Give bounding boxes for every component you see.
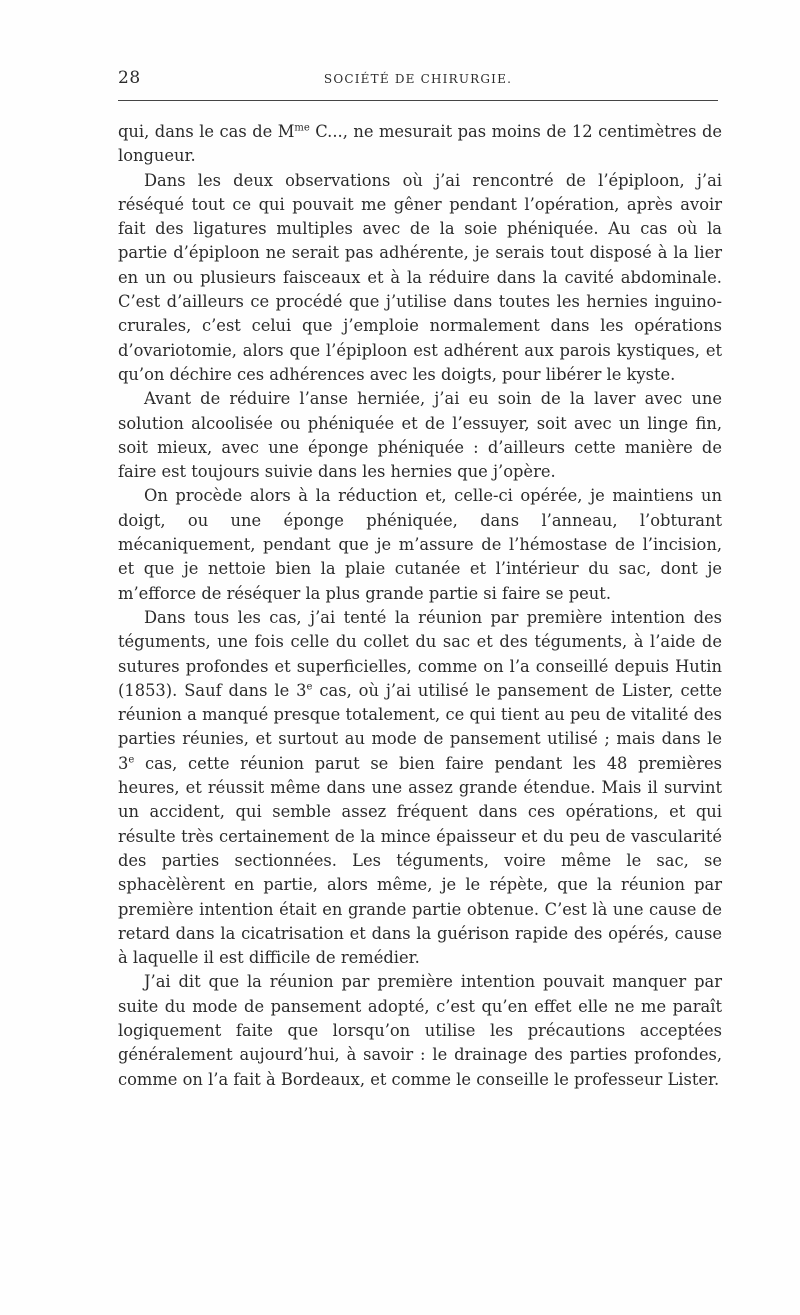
text-segment: C..., ne mesurait pas moins de 12 centimètres de longueur.	[118, 122, 722, 166]
paragraph	[118, 169, 722, 388]
text-segment: qui, dans le cas de M	[118, 122, 295, 141]
page-number: 28	[118, 68, 141, 88]
text-segment: J’ai dit que la réunion par première intention pouvait manquer par suite du mode de pansement adopté, c’est qu’en effet elle ne me paraît logiquement faite que lorsqu’on utilise les précautions acceptées généralement aujourd’hui, à savoir : le drainage des parties profondes, comme on l’a fait à Bordeaux, et comme le conseille le professeur Lister.	[118, 972, 722, 1089]
header-rule	[118, 100, 718, 101]
superscript-text: e	[128, 754, 135, 766]
body-text	[118, 120, 722, 1092]
paragraph	[118, 387, 722, 484]
text-segment: Avant de réduire l’anse herniée, j’ai eu soin de la laver avec une solution alcoolisée ou phéniquée et de l’essuyer, soit avec un linge fin, soit mieux, avec une éponge phéniquée : d’ailleurs cette manière de faire est toujours suivie dans les hernies que j’opère.	[118, 389, 722, 482]
text-segment: cas, cette réunion parut se bien faire pendant les 48 premières heures, et réussit même dans une assez grande étendue. Mais il survint un accident, qui semble assez fréquent dans ces opérations, et qui résulte très certainement de la mince épaisseur et du peu de vascularité des parties sectionnées. Les téguments, voire même le sac, se sphacèlèrent en partie, alors même, je le répète, que la réunion par première intention était en grande partie obtenue. C’est là une cause de retard dans la cicatrisation et dans la guérison rapide des opérés, cause à laquelle il est difficile de remédier.	[118, 753, 722, 968]
text-segment: Dans les deux observations où j’ai rencontré de l’épiploon, j’ai réséqué tout ce qui pouvait me gêner pendant l’opération, après avoir fait des ligatures multiples avec de la soie phéniquée. Au cas où la partie d’épiploon ne serait pas adhérente, je serais tout disposé à la lier en un ou plusieurs faisceaux et à la réduire dans la cavité abdominale. C’est d’ailleurs ce procédé que j’utilise dans toutes les hernies inguino-crurales, c’est celui que j’emploie normalement dans les opérations d’ovariotomie, alors que l’épiploon est adhérent aux parois kystiques, et qu’on déchire ces adhérences avec les doigts, pour libérer le kyste.	[118, 170, 722, 384]
running-head: SOCIÉTÉ DE CHIRURGIE.	[323, 72, 513, 86]
text-segment: Dans tous les cas, j’ai tenté la réunion par première intention des téguments, une fois celle du collet du sac et des téguments, à l’aide de sutures profondes et superficielles, comme on l’a conseillé depuis Hutin (1853). Sauf dans le 3	[118, 607, 722, 700]
paragraph	[118, 120, 722, 169]
superscript-text: e	[306, 681, 313, 693]
superscript-text: me	[294, 122, 310, 134]
page-header	[118, 68, 718, 90]
paragraph	[118, 606, 722, 970]
paragraph	[118, 970, 722, 1091]
paragraph	[118, 484, 722, 605]
text-segment: cas, où j’ai utilisé le pansement de Lister, cette réunion a manqué presque totalement, ce qui tient au peu de vitalité des parties réunies, et surtout au mode de pansement utilisé ; mais dans le 3	[118, 680, 722, 773]
text-segment: On procède alors à la réduction et, celle-ci opérée, je maintiens un doigt, ou une éponge phéniquée, dans l’anneau, l’obturant mécaniquement, pendant que je m’assure de l’hémostase de l’incision, et que je nettoie bien la plaie cutanée et l’intérieur du sac, dont je m’efforce de réséquer la plus grande partie si faire se peut.	[118, 486, 722, 603]
